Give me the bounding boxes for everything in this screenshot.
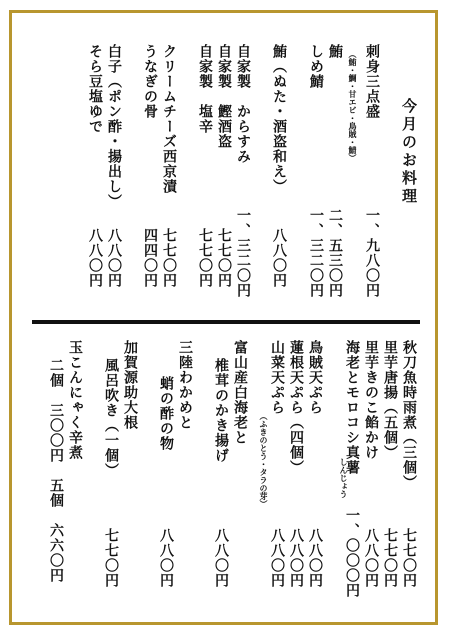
menu-item-name: うなぎの骨	[142, 44, 158, 119]
menu-item-name: 里芋唐揚（五個）	[382, 340, 398, 460]
menu-item-price: 二、五三〇円	[327, 208, 343, 298]
menu-item-price: 七七〇円	[216, 228, 232, 288]
menu-item-name: 自家製 塩辛	[197, 44, 213, 134]
menu-item-price: 七七〇円	[103, 528, 119, 588]
menu-item-price: 七七〇円	[382, 528, 398, 588]
menu-item-name: 刺身三点盛	[364, 44, 380, 119]
menu-item-name: 玉こんにゃく辛煮	[67, 340, 83, 460]
page-title: 今月のお料理	[400, 98, 418, 206]
menu-item-note: （ふきのとう・タラの芽）	[259, 412, 268, 508]
section-divider	[32, 320, 420, 324]
menu-item-name: 秋刀魚時雨煮（三個）	[401, 340, 417, 490]
menu-item-name: 里芋きのこ餡かけ	[363, 340, 379, 460]
menu-item-price: 八八〇円	[87, 228, 103, 288]
menu-item-name-line2: 蛸の酢の物	[158, 376, 174, 451]
menu-item-name-line2: 椎茸のかき揚げ	[213, 358, 229, 463]
menu-item-price: 八八〇円	[269, 528, 285, 588]
menu-item-name: 山菜天ぷら	[269, 340, 285, 415]
menu-item-price: 八八〇円	[106, 228, 122, 288]
menu-item-name: 海老とモロコシ真薯	[344, 340, 360, 475]
menu-item-name: 富山産白海老と	[232, 340, 248, 445]
menu-item-price: 八八〇円	[288, 528, 304, 588]
menu-item-price: 一、三二〇円	[235, 208, 251, 298]
menu-item-name: 鮪（ぬた・酒盗和え）	[271, 44, 287, 194]
menu-item-price: 一、〇〇〇円	[344, 508, 360, 598]
menu-item-name: 白子（ポン酢・揚出し）	[106, 44, 122, 209]
menu-item-price: 八八〇円	[363, 528, 379, 588]
menu-item-name: 加賀源助大根	[122, 340, 138, 430]
menu-item-price: 八八〇円	[158, 528, 174, 588]
menu-item-name: 蓮根天ぷら（四個）	[288, 340, 304, 475]
menu-item-name: 鳥賊天ぷら	[307, 340, 323, 415]
menu-item-name: しめ鯖	[308, 44, 324, 89]
menu-item-name-line2: 二個 三〇〇円 五個 六六〇円	[48, 358, 64, 583]
menu-item-price: 七七〇円	[197, 228, 213, 288]
menu-item-note: （鮪・鯛・甘エビ・鳥賊・鯖）	[348, 50, 357, 162]
menu-item-price: 四四〇円	[142, 228, 158, 288]
furigana: しんじょう	[339, 458, 348, 498]
menu-item-name: 鮪	[327, 44, 343, 59]
menu-item-price: 八八〇円	[307, 528, 323, 588]
menu-item-name: クリームチーズ西京漬	[161, 44, 177, 194]
menu-item-price: 七七〇円	[401, 528, 417, 588]
menu-item-price: 八八〇円	[271, 228, 287, 288]
menu-item-name: 三陸わかめと	[177, 340, 193, 430]
menu-item-name-line2: 風呂吹き（一個）	[103, 358, 119, 478]
menu-item-price: 一、九八〇円	[364, 208, 380, 298]
menu-item-price: 八八〇円	[213, 528, 229, 588]
menu-item-price: 七七〇円	[161, 228, 177, 288]
menu-item-name: 自家製 鰹酒盗	[216, 44, 232, 149]
menu-item-name: 自家製 からすみ	[235, 44, 251, 164]
menu-item-price: 一、三二〇円	[308, 208, 324, 298]
menu-item-name: そら豆塩ゆで	[87, 44, 103, 134]
